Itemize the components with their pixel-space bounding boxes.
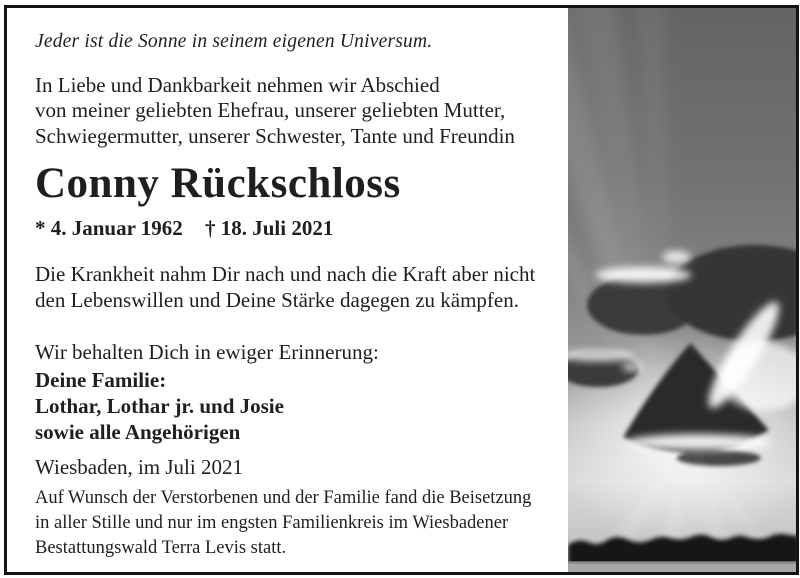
intro-paragraph — [35, 73, 515, 149]
deceased-name: Conny Rückschloss — [35, 160, 401, 207]
funeral-line: Auf Wunsch der Verstorbenen und der Familie fand die Beisetzung — [35, 488, 532, 508]
memorial-sky-photo — [568, 5, 799, 573]
family-label: Deine Familie: — [35, 368, 167, 392]
place-and-date: Wiesbaden, im Juli 2021 — [35, 455, 243, 479]
epigraph-quote: Jeder ist die Sonne in seinem eigenen Universum. — [35, 31, 433, 52]
funeral-line: Bestattungswald Terra Levis statt. — [35, 538, 287, 558]
sky-clouds-sunrays-image — [568, 5, 799, 573]
illness-line: Die Krankheit nahm Dir nach und nach die Kraft aber nicht — [35, 262, 536, 286]
birth-date: * 4. Januar 1962 — [35, 216, 183, 240]
intro-line: von meiner geliebten Ehefrau, unserer geliebten Mutter, — [35, 98, 506, 123]
intro-line: Schwiegermutter, unserer Schwester, Tante und Freundin — [35, 123, 515, 148]
death-date: † 18. Juli 2021 — [205, 216, 334, 240]
mourners-block — [35, 367, 284, 445]
intro-line: In Liebe und Dankbarkeit nehmen wir Abschied — [35, 73, 440, 97]
illness-line: den Lebenswillen und Deine Stärke dagegen zu kämpfen. — [35, 287, 519, 312]
funeral-paragraph — [35, 486, 531, 561]
funeral-line: in aller Stille und nur im engsten Familienkreis im Wiesbadener — [35, 513, 509, 533]
family-extra: sowie alle Angehörigen — [35, 420, 241, 444]
family-names: Lothar, Lothar jr. und Josie — [35, 394, 284, 418]
illness-paragraph — [35, 262, 535, 314]
life-dates — [35, 216, 333, 241]
remembrance-line: Wir behalten Dich in ewiger Erinnerung: — [35, 340, 379, 364]
